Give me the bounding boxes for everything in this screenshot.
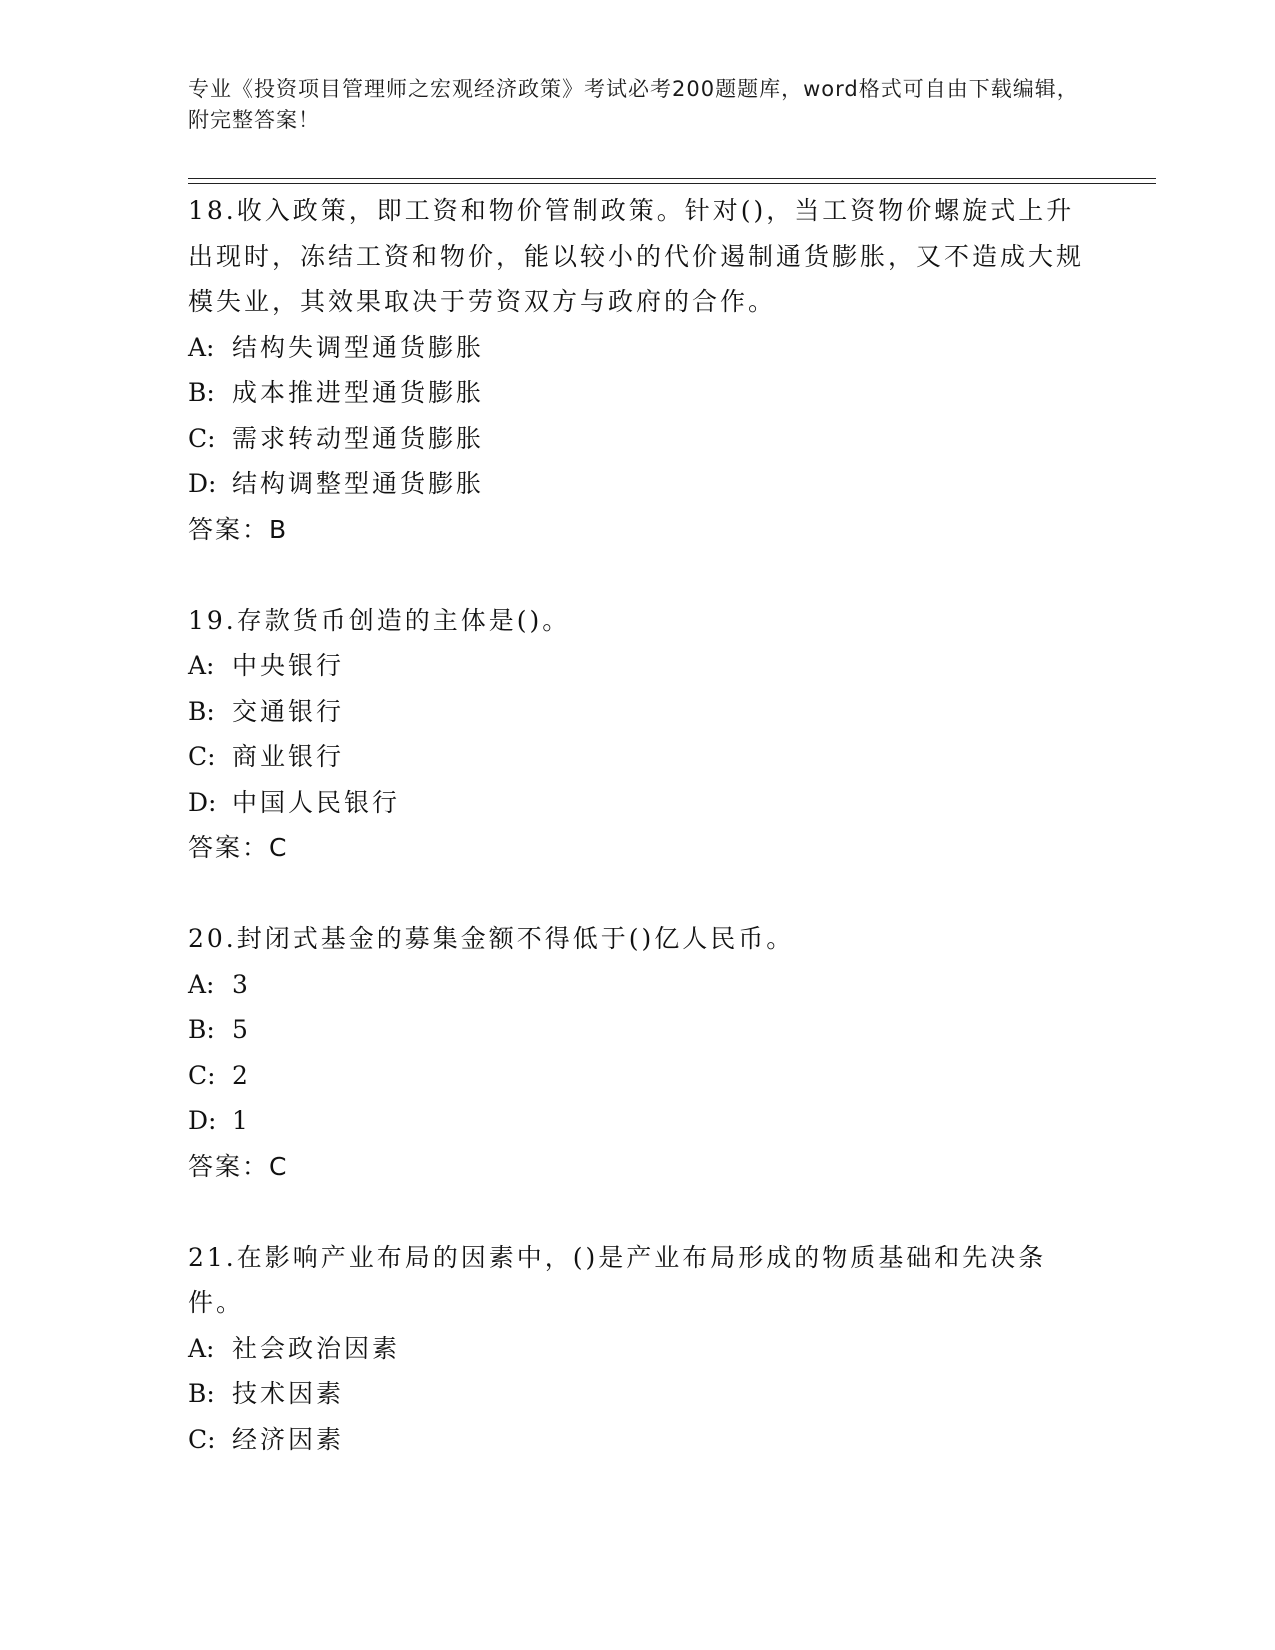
option-letter: A: xyxy=(188,332,215,362)
option-text: 交通银行 xyxy=(232,696,345,726)
answer-line: 答案：C xyxy=(188,833,289,862)
question-21 xyxy=(188,1235,1088,1463)
option-text: 2 xyxy=(232,1060,251,1090)
option-b xyxy=(188,689,1088,735)
header-divider-top xyxy=(188,178,1156,179)
spacer xyxy=(188,871,1088,917)
answer-line: 答案：C xyxy=(188,1151,289,1181)
spacer xyxy=(188,552,1088,598)
document-header: 专业《投资项目管理师之宏观经济政策》考试必考200题题库，word格式可自由下载编辑，附完整答案！ xyxy=(188,77,1079,132)
option-c xyxy=(188,416,1088,462)
option-letter: A: xyxy=(188,1333,215,1363)
option-a xyxy=(188,643,1088,689)
option-a xyxy=(188,325,1088,371)
option-b xyxy=(188,1371,1088,1417)
option-c xyxy=(188,1417,1088,1463)
option-text: 经济因素 xyxy=(232,1424,345,1454)
option-d xyxy=(188,780,1088,826)
option-text: 结构调整型通货膨胀 xyxy=(232,469,485,498)
answer-line: 答案：B xyxy=(188,514,289,544)
option-letter: D: xyxy=(188,469,217,498)
option-letter: A: xyxy=(188,651,215,680)
header-divider-bottom xyxy=(188,183,1156,184)
option-letter: C: xyxy=(188,742,216,771)
option-letter: D: xyxy=(188,1106,217,1135)
option-b xyxy=(188,370,1088,416)
option-d xyxy=(188,1098,1088,1144)
option-text: 中央银行 xyxy=(232,651,345,680)
option-d xyxy=(188,461,1088,507)
question-18 xyxy=(188,188,1088,552)
option-text: 1 xyxy=(232,1106,251,1135)
option-text: 5 xyxy=(232,1015,251,1044)
option-text: 技术因素 xyxy=(232,1379,345,1408)
question-stem: 20.封闭式基金的募集金额不得低于()亿人民币。 xyxy=(188,924,795,953)
option-letter: B: xyxy=(188,378,215,407)
option-a xyxy=(188,962,1088,1008)
option-text: 需求转动型通货膨胀 xyxy=(232,423,485,453)
option-letter: C: xyxy=(188,423,216,453)
option-letter: A: xyxy=(188,969,215,999)
question-stem: 21.在影响产业布局的因素中，()是产业布局形成的物质基础和先决条件。 xyxy=(188,1242,1047,1317)
option-letter: D: xyxy=(188,787,217,817)
option-letter: C: xyxy=(188,1060,216,1090)
option-text: 成本推进型通货膨胀 xyxy=(232,378,485,407)
option-text: 3 xyxy=(232,969,251,999)
option-letter: B: xyxy=(188,1015,215,1044)
option-text: 社会政治因素 xyxy=(232,1333,401,1363)
question-list xyxy=(188,188,1088,1462)
option-text: 商业银行 xyxy=(232,742,345,771)
question-19 xyxy=(188,598,1088,871)
option-c xyxy=(188,1053,1088,1099)
option-letter: B: xyxy=(188,696,215,726)
question-stem: 18.收入政策，即工资和物价管制政策。针对()，当工资物价螺旋式上升出现时，冻结工资和物价，能以较小的代价遏制通货膨胀，又不造成大规模失业，其效果取决于劳资双方与政府的合作。 xyxy=(188,196,1085,316)
spacer xyxy=(188,1189,1088,1235)
option-letter: C: xyxy=(188,1424,216,1454)
question-stem: 19.存款货币创造的主体是()。 xyxy=(188,605,571,635)
option-text: 结构失调型通货膨胀 xyxy=(232,332,485,362)
option-a xyxy=(188,1326,1088,1372)
option-text: 中国人民银行 xyxy=(232,787,401,817)
option-letter: B: xyxy=(188,1379,215,1408)
question-20 xyxy=(188,916,1088,1189)
option-c xyxy=(188,734,1088,780)
option-b xyxy=(188,1007,1088,1053)
